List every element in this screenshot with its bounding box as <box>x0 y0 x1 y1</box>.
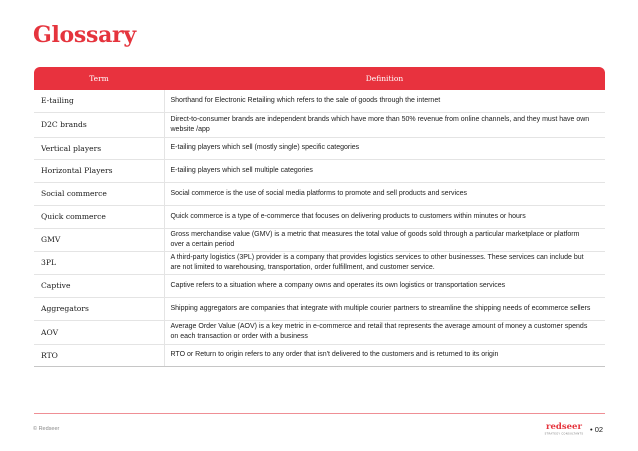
table-row <box>34 159 605 182</box>
term-cell: Vertical players <box>34 137 164 159</box>
footer-copyright: © Redseer <box>33 426 60 432</box>
term-cell: Horizontal Players <box>34 159 164 182</box>
term-cell: Aggregators <box>34 297 164 320</box>
term-cell: 3PL <box>34 251 164 274</box>
logo-wordmark: redseer <box>546 422 582 432</box>
definition-cell: Shorthand for Electronic Retailing which refers to the sale of goods through the internet <box>164 90 605 112</box>
table-row <box>34 90 605 112</box>
table-row <box>34 137 605 159</box>
table-row <box>34 251 605 274</box>
term-cell: Captive <box>34 274 164 297</box>
term-cell: RTO <box>34 344 164 366</box>
redseer-logo <box>544 421 584 437</box>
definition-cell: Gross merchandise value (GMV) is a metric that measures the total value of goods sold through a particular marketplace or platform over a certain period <box>164 228 605 251</box>
logo-tagline: STRATEGY CONSULTANTS <box>544 432 584 436</box>
table-row <box>34 228 605 251</box>
definition-cell: Captive refers to a situation where a company owns and operates its own logistics or transportation services <box>164 274 605 297</box>
term-cell: E-tailing <box>34 90 164 112</box>
term-cell: D2C brands <box>34 112 164 137</box>
term-cell: GMV <box>34 228 164 251</box>
page-title: Glossary <box>33 22 136 48</box>
page-number: • 02 <box>590 425 604 434</box>
definition-cell: Social commerce is the use of social media platforms to promote and sell products and services <box>164 182 605 205</box>
definition-cell: Quick commerce is a type of e-commerce that focuses on delivering products to customers within minutes or hours <box>164 205 605 228</box>
table-row <box>34 274 605 297</box>
definition-cell: Shipping aggregators are companies that integrate with multiple courier partners to streamline the shipping needs of ecommerce sellers <box>164 297 605 320</box>
header-definition: Definition <box>164 67 605 90</box>
table-row <box>34 182 605 205</box>
definition-cell: E-tailing players which sell (mostly single) specific categories <box>164 137 605 159</box>
table-row <box>34 297 605 320</box>
definition-cell: A third-party logistics (3PL) provider is a company that provides logistics services to other businesses. These services can include but are not limited to warehousing, transportation, order fulfillment, and customer service. <box>164 251 605 274</box>
glossary-table <box>34 67 605 367</box>
definition-cell: E-tailing players which sell multiple categories <box>164 159 605 182</box>
term-cell: Quick commerce <box>34 205 164 228</box>
definition-cell: Average Order Value (AOV) is a key metric in e-commerce and retail that represents the average amount of money a customer spends on each transaction or order with a business <box>164 320 605 344</box>
footer-divider <box>34 413 605 414</box>
table-row <box>34 344 605 366</box>
table-row <box>34 112 605 137</box>
term-cell: Social commerce <box>34 182 164 205</box>
table-row <box>34 205 605 228</box>
definition-cell: Direct-to-consumer brands are independent brands which have more than 50% revenue from online channels, and they must have own website /app <box>164 112 605 137</box>
table-header-row <box>34 67 605 90</box>
definition-cell: RTO or Return to origin refers to any order that isn't delivered to the customers and is returned to its origin <box>164 344 605 366</box>
header-term: Term <box>34 67 164 90</box>
term-cell: AOV <box>34 320 164 344</box>
table-row <box>34 320 605 344</box>
